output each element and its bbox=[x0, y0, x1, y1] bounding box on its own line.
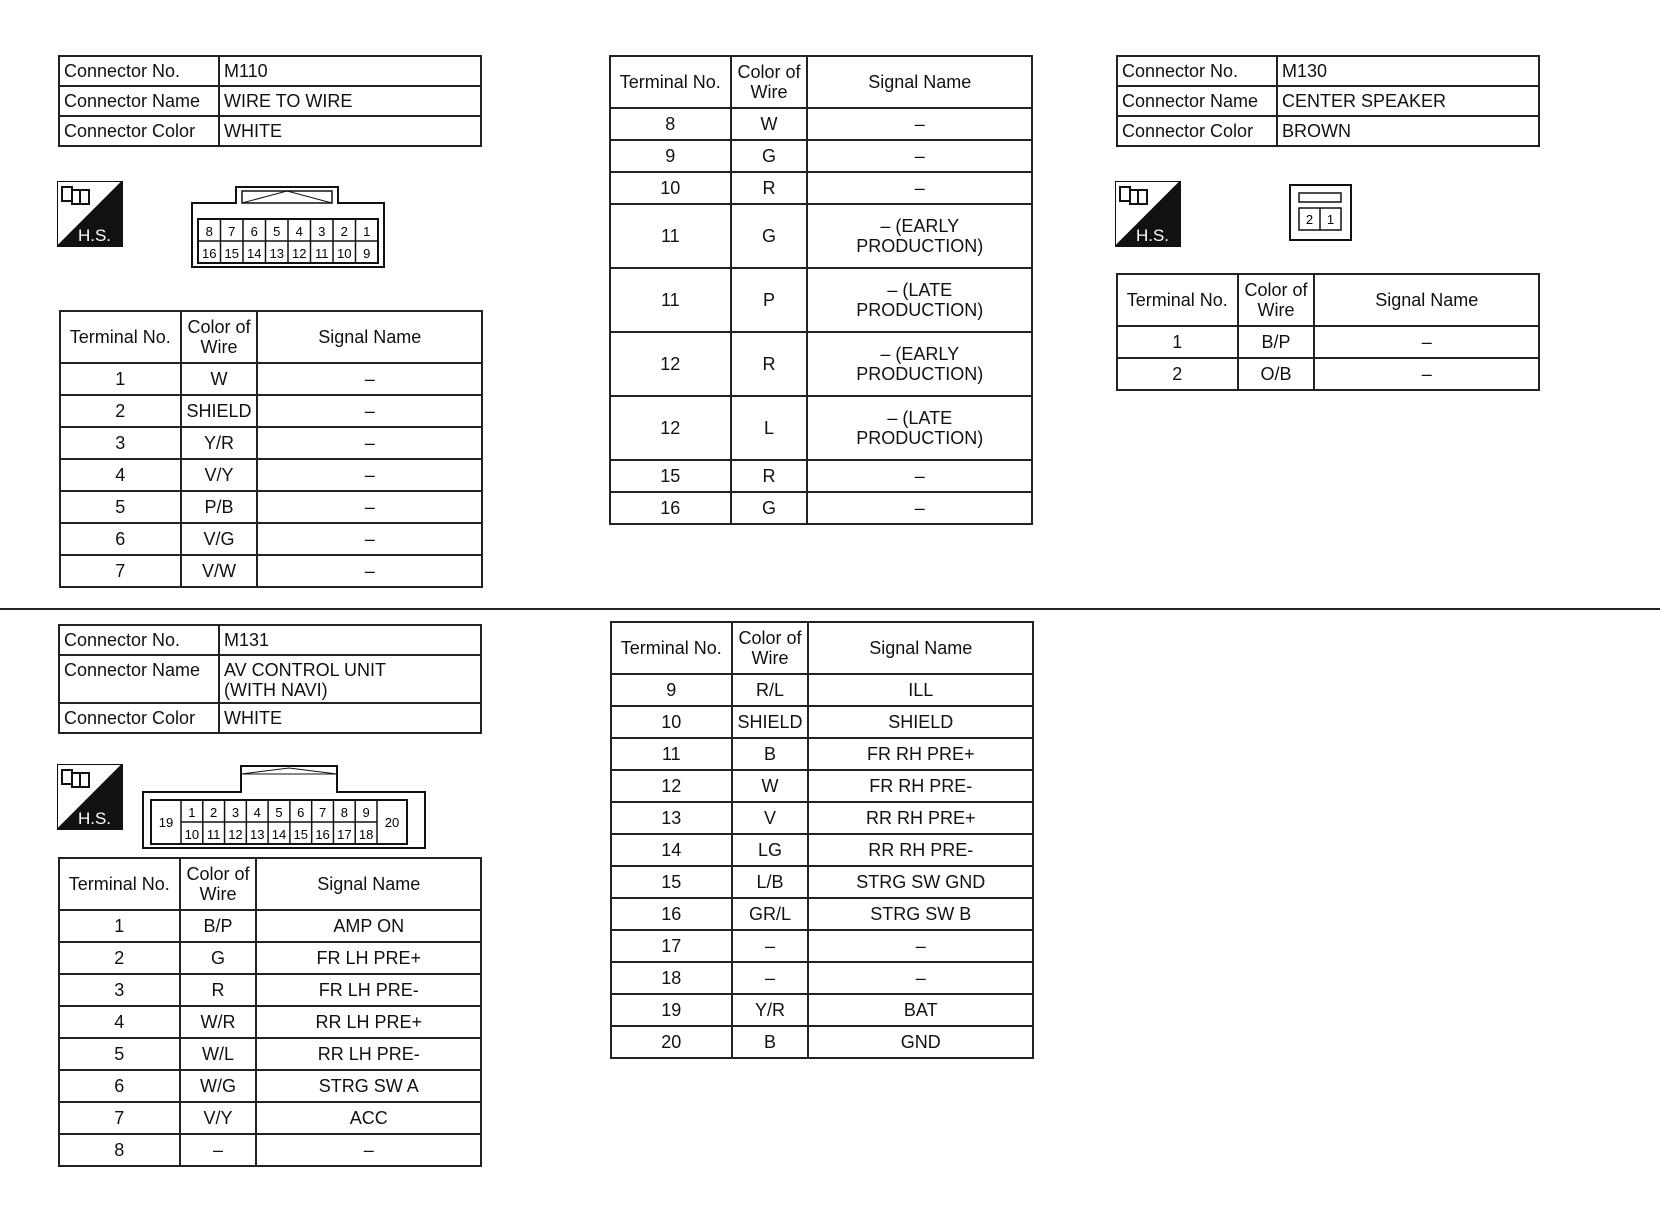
wire-color-cell: – bbox=[180, 1134, 257, 1166]
wire-color-cell: R bbox=[731, 332, 808, 396]
label-connector-no: Connector No. bbox=[59, 56, 219, 86]
label-connector-color: Connector Color bbox=[59, 116, 219, 146]
signal-name-cell: – bbox=[257, 363, 482, 395]
pin-label: 2 bbox=[340, 224, 348, 239]
table-row bbox=[610, 204, 1032, 268]
signal-name-cell: – bbox=[257, 523, 482, 555]
terminal-no-cell: 7 bbox=[59, 1102, 180, 1134]
label-connector-name: Connector Name bbox=[59, 86, 219, 116]
pin-label: 3 bbox=[318, 224, 326, 239]
header-signal-name: Signal Name bbox=[808, 622, 1033, 674]
signal-name-cell: RR LH PRE+ bbox=[256, 1006, 481, 1038]
signal-name-cell: – bbox=[808, 930, 1033, 962]
wire-color-cell: GR/L bbox=[732, 898, 809, 930]
terminal-no-cell: 15 bbox=[611, 866, 732, 898]
signal-name-cell: – bbox=[1314, 326, 1539, 358]
terminal-no-cell: 20 bbox=[611, 1026, 732, 1058]
wire-color-cell: G bbox=[731, 140, 808, 172]
label-connector-no: Connector No. bbox=[1117, 56, 1277, 86]
header-terminal-no: Terminal No. bbox=[1117, 274, 1238, 326]
header-color-of-wire: Color of Wire bbox=[181, 311, 258, 363]
table-row bbox=[610, 460, 1032, 492]
terminal-no-cell: 5 bbox=[60, 491, 181, 523]
pin-label: 11 bbox=[206, 827, 221, 842]
pin-label: 2 bbox=[210, 805, 218, 820]
pin-label: 5 bbox=[273, 224, 281, 239]
hs-label: H.S. bbox=[77, 809, 111, 828]
table-row bbox=[59, 1134, 481, 1166]
signal-name-cell: – bbox=[807, 172, 1032, 204]
table-row bbox=[611, 994, 1033, 1026]
signal-name-cell: STRG SW GND bbox=[808, 866, 1033, 898]
wire-color-cell: W/G bbox=[180, 1070, 257, 1102]
label-connector-color: Connector Color bbox=[59, 703, 219, 733]
table-row bbox=[59, 1038, 481, 1070]
header-color-of-wire: Color of Wire bbox=[180, 858, 257, 910]
m110-connector-color: WHITE bbox=[219, 116, 481, 146]
pin-label: 20 bbox=[384, 815, 400, 830]
table-row bbox=[610, 396, 1032, 460]
terminal-no-cell: 2 bbox=[59, 942, 180, 974]
m131-connector-diagram bbox=[141, 764, 427, 850]
wire-color-cell: L/B bbox=[732, 866, 809, 898]
table-row bbox=[610, 140, 1032, 172]
wire-color-cell: Y/R bbox=[732, 994, 809, 1026]
signal-name-cell: – bbox=[257, 427, 482, 459]
signal-name-cell: – (EARLY PRODUCTION) bbox=[807, 204, 1032, 268]
pin-label: 6 bbox=[297, 805, 305, 820]
pin-label: 7 bbox=[228, 224, 236, 239]
wire-color-cell: W bbox=[732, 770, 809, 802]
wire-color-cell: Y/R bbox=[181, 427, 258, 459]
m110-connector-name: WIRE TO WIRE bbox=[219, 86, 481, 116]
terminal-no-cell: 11 bbox=[611, 738, 732, 770]
table-row bbox=[611, 834, 1033, 866]
terminal-no-cell: 12 bbox=[610, 396, 731, 460]
table-row bbox=[59, 974, 481, 1006]
table-row bbox=[1117, 326, 1539, 358]
wire-color-cell: R bbox=[731, 172, 808, 204]
wire-color-cell: L bbox=[731, 396, 808, 460]
pin-label: 6 bbox=[250, 224, 258, 239]
terminal-no-cell: 6 bbox=[59, 1070, 180, 1102]
m130-terminal-table bbox=[1116, 273, 1540, 391]
signal-name-cell: STRG SW B bbox=[808, 898, 1033, 930]
m130-connector-no: M130 bbox=[1277, 56, 1539, 86]
terminal-no-cell: 2 bbox=[60, 395, 181, 427]
harness-side-icon bbox=[57, 764, 123, 830]
wire-color-cell: B/P bbox=[1238, 326, 1315, 358]
signal-name-cell: ILL bbox=[808, 674, 1033, 706]
terminal-no-cell: 18 bbox=[611, 962, 732, 994]
signal-name-cell: – bbox=[257, 395, 482, 427]
signal-name-cell: – bbox=[808, 962, 1033, 994]
pin-label: 2 bbox=[1305, 212, 1314, 227]
terminal-no-cell: 12 bbox=[610, 332, 731, 396]
wire-color-cell: SHIELD bbox=[181, 395, 258, 427]
table-row bbox=[60, 363, 482, 395]
terminal-no-cell: 3 bbox=[60, 427, 181, 459]
table-row bbox=[611, 674, 1033, 706]
table-header bbox=[59, 858, 481, 910]
wire-color-cell: – bbox=[732, 962, 809, 994]
signal-name-cell: BAT bbox=[808, 994, 1033, 1026]
signal-name-cell: – bbox=[807, 492, 1032, 524]
pin-label: 1 bbox=[188, 805, 196, 820]
pin-label: 13 bbox=[269, 246, 284, 261]
header-signal-name: Signal Name bbox=[807, 56, 1032, 108]
signal-name-cell: – bbox=[257, 555, 482, 587]
signal-name-cell: – bbox=[807, 108, 1032, 140]
table-row bbox=[59, 942, 481, 974]
pin-label: 9 bbox=[363, 246, 371, 261]
pin-label: 10 bbox=[184, 827, 200, 842]
wire-color-cell: V/Y bbox=[180, 1102, 257, 1134]
table-row bbox=[1117, 358, 1539, 390]
terminal-no-cell: 8 bbox=[59, 1134, 180, 1166]
terminal-no-cell: 2 bbox=[1117, 358, 1238, 390]
signal-name-cell: – bbox=[257, 459, 482, 491]
terminal-no-cell: 1 bbox=[1117, 326, 1238, 358]
wire-color-cell: – bbox=[732, 930, 809, 962]
table-row bbox=[59, 1006, 481, 1038]
pin-label: 12 bbox=[228, 827, 243, 842]
terminal-no-cell: 8 bbox=[610, 108, 731, 140]
pin-label: 16 bbox=[315, 827, 330, 842]
signal-name-cell: FR LH PRE+ bbox=[256, 942, 481, 974]
signal-name-cell: – (EARLY PRODUCTION) bbox=[807, 332, 1032, 396]
wire-color-cell: W bbox=[731, 108, 808, 140]
pin-label: 12 bbox=[292, 246, 307, 261]
m110-terminal-table bbox=[59, 310, 483, 588]
pin-label: 18 bbox=[358, 827, 374, 842]
terminal-no-cell: 11 bbox=[610, 268, 731, 332]
wire-color-cell: O/B bbox=[1238, 358, 1315, 390]
table-row bbox=[60, 523, 482, 555]
wire-color-cell: P/B bbox=[181, 491, 258, 523]
terminal-no-cell: 1 bbox=[60, 363, 181, 395]
table-header bbox=[60, 311, 482, 363]
signal-name-cell: – bbox=[257, 491, 482, 523]
wire-color-cell: G bbox=[731, 492, 808, 524]
terminal-no-cell: 12 bbox=[611, 770, 732, 802]
wire-color-cell: R bbox=[731, 460, 808, 492]
wire-color-cell: V/W bbox=[181, 555, 258, 587]
harness-side-icon bbox=[57, 181, 123, 247]
pin-label: 5 bbox=[275, 805, 283, 820]
wire-color-cell: V bbox=[732, 802, 809, 834]
signal-name-cell: – bbox=[807, 460, 1032, 492]
terminal-no-cell: 11 bbox=[610, 204, 731, 268]
header-terminal-no: Terminal No. bbox=[610, 56, 731, 108]
signal-name-cell: FR RH PRE+ bbox=[808, 738, 1033, 770]
terminal-no-cell: 7 bbox=[60, 555, 181, 587]
signal-name-cell: RR RH PRE+ bbox=[808, 802, 1033, 834]
m131-connector-no: M131 bbox=[219, 625, 481, 655]
table-row bbox=[60, 555, 482, 587]
header-terminal-no: Terminal No. bbox=[59, 858, 180, 910]
table-row bbox=[610, 332, 1032, 396]
m131-connector-color: WHITE bbox=[219, 703, 481, 733]
terminal-no-cell: 6 bbox=[60, 523, 181, 555]
signal-name-cell: – (LATE PRODUCTION) bbox=[807, 268, 1032, 332]
header-terminal-no: Terminal No. bbox=[60, 311, 181, 363]
m110-info-table bbox=[58, 55, 482, 147]
pin-label: 15 bbox=[224, 246, 239, 261]
pin-label: 16 bbox=[202, 246, 217, 261]
wire-color-cell: SHIELD bbox=[732, 706, 809, 738]
terminal-no-cell: 3 bbox=[59, 974, 180, 1006]
m110-connector-no: M110 bbox=[219, 56, 481, 86]
m130-connector-name: CENTER SPEAKER bbox=[1277, 86, 1539, 116]
terminal-no-cell: 10 bbox=[610, 172, 731, 204]
terminal-no-cell: 9 bbox=[610, 140, 731, 172]
pin-label: 11 bbox=[315, 246, 329, 261]
signal-name-cell: – bbox=[807, 140, 1032, 172]
wire-color-cell: R/L bbox=[732, 674, 809, 706]
wire-color-cell: B/P bbox=[180, 910, 257, 942]
wire-color-cell: G bbox=[731, 204, 808, 268]
signal-name-cell: RR RH PRE- bbox=[808, 834, 1033, 866]
terminal-no-cell: 5 bbox=[59, 1038, 180, 1070]
table-row bbox=[611, 898, 1033, 930]
signal-name-cell: STRG SW A bbox=[256, 1070, 481, 1102]
table-row bbox=[59, 1070, 481, 1102]
signal-name-cell: – (LATE PRODUCTION) bbox=[807, 396, 1032, 460]
m131-terminal-table bbox=[58, 857, 482, 1167]
table-row bbox=[610, 108, 1032, 140]
signal-name-cell: GND bbox=[808, 1026, 1033, 1058]
pin-label: 4 bbox=[295, 224, 303, 239]
pin-label: 14 bbox=[271, 827, 287, 842]
terminal-no-cell: 1 bbox=[59, 910, 180, 942]
signal-name-cell: ACC bbox=[256, 1102, 481, 1134]
wire-color-cell: W bbox=[181, 363, 258, 395]
table-row bbox=[611, 802, 1033, 834]
header-color-of-wire: Color of Wire bbox=[1238, 274, 1315, 326]
terminal-no-cell: 9 bbox=[611, 674, 732, 706]
wire-color-cell: V/G bbox=[181, 523, 258, 555]
terminal-no-cell: 4 bbox=[59, 1006, 180, 1038]
signal-name-cell: SHIELD bbox=[808, 706, 1033, 738]
m131-continued-terminal-table bbox=[610, 621, 1034, 1059]
signal-name-cell: – bbox=[256, 1134, 481, 1166]
terminal-no-cell: 4 bbox=[60, 459, 181, 491]
table-row bbox=[611, 770, 1033, 802]
wire-color-cell: R bbox=[180, 974, 257, 1006]
terminal-no-cell: 14 bbox=[611, 834, 732, 866]
table-header bbox=[1117, 274, 1539, 326]
table-row bbox=[611, 706, 1033, 738]
pin-label: 1 bbox=[363, 224, 371, 239]
m130-connector-diagram bbox=[1289, 184, 1353, 242]
pin-label: 17 bbox=[337, 827, 352, 842]
header-color-of-wire: Color of Wire bbox=[732, 622, 809, 674]
m110-connector-diagram bbox=[190, 185, 386, 269]
table-row bbox=[611, 866, 1033, 898]
pin-label: 10 bbox=[337, 246, 352, 261]
table-row bbox=[610, 268, 1032, 332]
m131-info-table bbox=[58, 624, 482, 734]
table-row bbox=[59, 910, 481, 942]
label-connector-no: Connector No. bbox=[59, 625, 219, 655]
header-signal-name: Signal Name bbox=[256, 858, 481, 910]
header-signal-name: Signal Name bbox=[1314, 274, 1539, 326]
wire-color-cell: W/R bbox=[180, 1006, 257, 1038]
table-row bbox=[60, 427, 482, 459]
wire-color-cell: W/L bbox=[180, 1038, 257, 1070]
table-row bbox=[60, 395, 482, 427]
terminal-no-cell: 19 bbox=[611, 994, 732, 1026]
pin-label: 3 bbox=[231, 805, 240, 820]
table-row bbox=[611, 738, 1033, 770]
pin-label: 8 bbox=[205, 224, 213, 239]
wire-color-cell: G bbox=[180, 942, 257, 974]
signal-name-cell: FR LH PRE- bbox=[256, 974, 481, 1006]
header-color-of-wire: Color of Wire bbox=[731, 56, 808, 108]
wire-color-cell: P bbox=[731, 268, 808, 332]
signal-name-cell: AMP ON bbox=[256, 910, 481, 942]
table-row bbox=[60, 491, 482, 523]
pin-label: 7 bbox=[318, 805, 327, 820]
signal-name-cell: FR RH PRE- bbox=[808, 770, 1033, 802]
pin-label: 13 bbox=[249, 827, 265, 842]
m130-connector-color: BROWN bbox=[1277, 116, 1539, 146]
label-connector-name: Connector Name bbox=[59, 655, 219, 703]
wire-color-cell: V/Y bbox=[181, 459, 258, 491]
table-header bbox=[610, 56, 1032, 108]
header-terminal-no: Terminal No. bbox=[611, 622, 732, 674]
terminal-no-cell: 16 bbox=[610, 492, 731, 524]
wire-color-cell: B bbox=[732, 1026, 809, 1058]
wire-color-cell: B bbox=[732, 738, 809, 770]
pin-label: 9 bbox=[362, 805, 370, 820]
m131-connector-name: AV CONTROL UNIT (WITH NAVI) bbox=[219, 655, 481, 703]
table-row bbox=[60, 459, 482, 491]
section-divider bbox=[0, 608, 1660, 610]
pin-label: 15 bbox=[293, 827, 309, 842]
table-row bbox=[610, 492, 1032, 524]
header-signal-name: Signal Name bbox=[257, 311, 482, 363]
hs-label: H.S. bbox=[1135, 226, 1169, 245]
label-connector-name: Connector Name bbox=[1117, 86, 1277, 116]
pin-label: 8 bbox=[340, 805, 348, 820]
table-row bbox=[610, 172, 1032, 204]
terminal-no-cell: 13 bbox=[611, 802, 732, 834]
m130-info-table bbox=[1116, 55, 1540, 147]
hs-label: H.S. bbox=[77, 226, 111, 245]
m110-continued-terminal-table bbox=[609, 55, 1033, 525]
pin-label: 14 bbox=[247, 246, 262, 261]
wire-color-cell: LG bbox=[732, 834, 809, 866]
label-connector-color: Connector Color bbox=[1117, 116, 1277, 146]
signal-name-cell: – bbox=[1314, 358, 1539, 390]
pin-label: 4 bbox=[253, 805, 261, 820]
signal-name-cell: RR LH PRE- bbox=[256, 1038, 481, 1070]
terminal-no-cell: 16 bbox=[611, 898, 732, 930]
table-row bbox=[611, 930, 1033, 962]
terminal-no-cell: 17 bbox=[611, 930, 732, 962]
terminal-no-cell: 10 bbox=[611, 706, 732, 738]
pin-label: 1 bbox=[1326, 212, 1335, 227]
table-row bbox=[611, 962, 1033, 994]
table-row bbox=[611, 1026, 1033, 1058]
table-row bbox=[59, 1102, 481, 1134]
table-header bbox=[611, 622, 1033, 674]
pin-label: 19 bbox=[158, 815, 174, 830]
terminal-no-cell: 15 bbox=[610, 460, 731, 492]
harness-side-icon bbox=[1115, 181, 1181, 247]
